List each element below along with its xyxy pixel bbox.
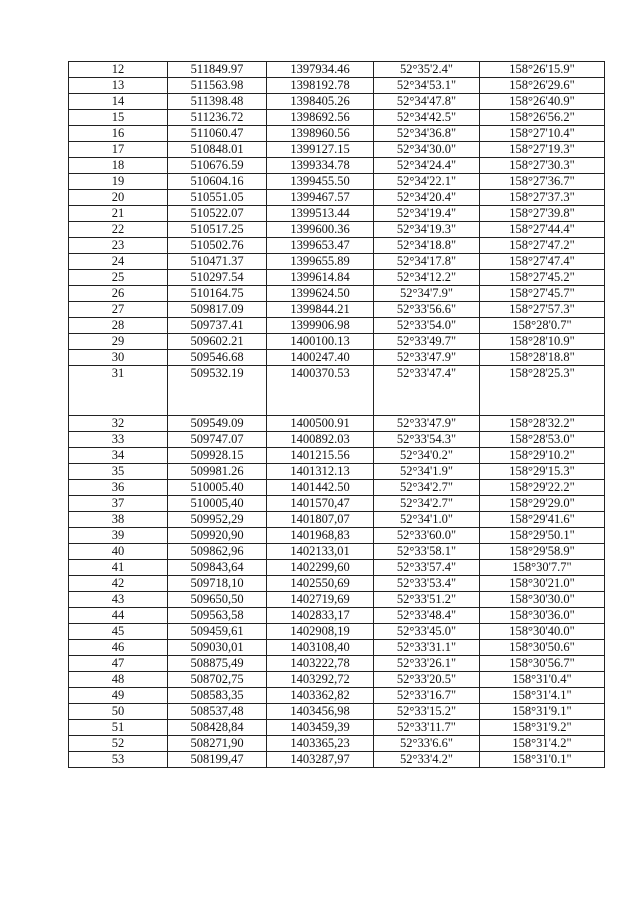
y-coordinate-cell: 1400892.03: [267, 432, 374, 448]
point-number-cell: 48: [69, 672, 168, 688]
y-coordinate-cell: 1399513.44: [267, 206, 374, 222]
longitude-cell: 158°27'19.3": [480, 142, 605, 158]
longitude-cell: 158°30'21.0": [480, 576, 605, 592]
x-coordinate-cell: 508537,48: [168, 704, 267, 720]
y-coordinate-cell: 1401442.50: [267, 480, 374, 496]
latitude-cell: 52°33'47.9": [374, 350, 480, 366]
latitude-cell: 52°33'56.6": [374, 302, 480, 318]
longitude-cell: 158°28'0.7": [480, 318, 605, 334]
point-number-cell: 19: [69, 174, 168, 190]
y-coordinate-cell: 1399334.78: [267, 158, 374, 174]
table-row: [69, 608, 605, 624]
table-row: [69, 62, 605, 78]
point-number-cell: 36: [69, 480, 168, 496]
longitude-cell: 158°27'44.4": [480, 222, 605, 238]
point-number-cell: 28: [69, 318, 168, 334]
y-coordinate-cell: 1402719,69: [267, 592, 374, 608]
point-number-cell: 38: [69, 512, 168, 528]
latitude-cell: 52°34'12.2": [374, 270, 480, 286]
longitude-cell: 158°28'10.9": [480, 334, 605, 350]
table-row: [69, 254, 605, 270]
x-coordinate-cell: 509459,61: [168, 624, 267, 640]
x-coordinate-cell: 511398.48: [168, 94, 267, 110]
y-coordinate-cell: 1403108,40: [267, 640, 374, 656]
latitude-cell: 52°34'19.3": [374, 222, 480, 238]
latitude-cell: 52°33'47.9": [374, 416, 480, 432]
point-number-cell: 50: [69, 704, 168, 720]
y-coordinate-cell: 1403365,23: [267, 736, 374, 752]
latitude-cell: 52°33'20.5": [374, 672, 480, 688]
latitude-cell: 52°34'17.8": [374, 254, 480, 270]
y-coordinate-cell: 1402908,19: [267, 624, 374, 640]
coordinates-table-body: [69, 62, 605, 768]
x-coordinate-cell: 510522.07: [168, 206, 267, 222]
latitude-cell: 52°33'53.4": [374, 576, 480, 592]
longitude-cell: 158°26'29.6": [480, 78, 605, 94]
point-number-cell: 21: [69, 206, 168, 222]
longitude-cell: 158°31'4.2": [480, 736, 605, 752]
latitude-cell: 52°33'60.0": [374, 528, 480, 544]
latitude-cell: 52°34'1.0": [374, 512, 480, 528]
x-coordinate-cell: 509737.41: [168, 318, 267, 334]
x-coordinate-cell: 510848.01: [168, 142, 267, 158]
point-number-cell: 41: [69, 560, 168, 576]
x-coordinate-cell: 509563,58: [168, 608, 267, 624]
latitude-cell: 52°34'47.8": [374, 94, 480, 110]
y-coordinate-cell: 1401968,83: [267, 528, 374, 544]
table-row: [69, 448, 605, 464]
latitude-cell: 52°33'54.0": [374, 318, 480, 334]
y-coordinate-cell: 1397934.46: [267, 62, 374, 78]
latitude-cell: 52°34'22.1": [374, 174, 480, 190]
x-coordinate-cell: 508428,84: [168, 720, 267, 736]
longitude-cell: 158°27'30.3": [480, 158, 605, 174]
table-row: [69, 672, 605, 688]
table-row: [69, 206, 605, 222]
x-coordinate-cell: 509549.09: [168, 416, 267, 432]
x-coordinate-cell: 509546.68: [168, 350, 267, 366]
table-row: [69, 94, 605, 110]
y-coordinate-cell: 1398692.56: [267, 110, 374, 126]
point-number-cell: 12: [69, 62, 168, 78]
longitude-cell: 158°27'45.7": [480, 286, 605, 302]
latitude-cell: 52°33'58.1": [374, 544, 480, 560]
table-row: [69, 480, 605, 496]
y-coordinate-cell: 1399653.47: [267, 238, 374, 254]
latitude-cell: 52°34'2.7": [374, 480, 480, 496]
x-coordinate-cell: 509862,96: [168, 544, 267, 560]
table-row: [69, 576, 605, 592]
latitude-cell: 52°33'15.2": [374, 704, 480, 720]
longitude-cell: 158°30'56.7": [480, 656, 605, 672]
x-coordinate-cell: 509952,29: [168, 512, 267, 528]
point-number-cell: 47: [69, 656, 168, 672]
y-coordinate-cell: 1401807,07: [267, 512, 374, 528]
x-coordinate-cell: 509747.07: [168, 432, 267, 448]
table-row: [69, 366, 605, 416]
x-coordinate-cell: 510517.25: [168, 222, 267, 238]
latitude-cell: 52°33'49.7": [374, 334, 480, 350]
table-row: [69, 126, 605, 142]
table-row: [69, 158, 605, 174]
longitude-cell: 158°30'36.0": [480, 608, 605, 624]
longitude-cell: 158°29'29.0": [480, 496, 605, 512]
point-number-cell: 46: [69, 640, 168, 656]
x-coordinate-cell: 510676.59: [168, 158, 267, 174]
point-number-cell: 14: [69, 94, 168, 110]
longitude-cell: 158°27'10.4": [480, 126, 605, 142]
table-row: [69, 432, 605, 448]
latitude-cell: 52°34'30.0": [374, 142, 480, 158]
longitude-cell: 158°27'39.8": [480, 206, 605, 222]
y-coordinate-cell: 1401312.13: [267, 464, 374, 480]
point-number-cell: 42: [69, 576, 168, 592]
table-row: [69, 334, 605, 350]
y-coordinate-cell: 1402133,01: [267, 544, 374, 560]
table-row: [69, 736, 605, 752]
table-row: [69, 496, 605, 512]
longitude-cell: 158°27'47.2": [480, 238, 605, 254]
point-number-cell: 17: [69, 142, 168, 158]
longitude-cell: 158°30'7.7": [480, 560, 605, 576]
point-number-cell: 34: [69, 448, 168, 464]
latitude-cell: 52°33'57.4": [374, 560, 480, 576]
point-number-cell: 43: [69, 592, 168, 608]
longitude-cell: 158°30'40.0": [480, 624, 605, 640]
table-row: [69, 190, 605, 206]
latitude-cell: 52°33'6.6": [374, 736, 480, 752]
latitude-cell: 52°33'11.7": [374, 720, 480, 736]
table-row: [69, 302, 605, 318]
point-number-cell: 13: [69, 78, 168, 94]
longitude-cell: 158°27'37.3": [480, 190, 605, 206]
x-coordinate-cell: 509817.09: [168, 302, 267, 318]
table-row: [69, 286, 605, 302]
longitude-cell: 158°31'0.4": [480, 672, 605, 688]
point-number-cell: 33: [69, 432, 168, 448]
x-coordinate-cell: 508271,90: [168, 736, 267, 752]
x-coordinate-cell: 509532.19: [168, 366, 267, 416]
y-coordinate-cell: 1398192.78: [267, 78, 374, 94]
longitude-cell: 158°31'0.1": [480, 752, 605, 768]
point-number-cell: 52: [69, 736, 168, 752]
x-coordinate-cell: 510471.37: [168, 254, 267, 270]
y-coordinate-cell: 1399655.89: [267, 254, 374, 270]
x-coordinate-cell: 510005,40: [168, 496, 267, 512]
point-number-cell: 35: [69, 464, 168, 480]
y-coordinate-cell: 1398405.26: [267, 94, 374, 110]
point-number-cell: 20: [69, 190, 168, 206]
latitude-cell: 52°33'45.0": [374, 624, 480, 640]
point-number-cell: 29: [69, 334, 168, 350]
point-number-cell: 40: [69, 544, 168, 560]
y-coordinate-cell: 1399844.21: [267, 302, 374, 318]
table-row: [69, 110, 605, 126]
longitude-cell: 158°29'10.2": [480, 448, 605, 464]
latitude-cell: 52°33'51.2": [374, 592, 480, 608]
latitude-cell: 52°34'53.1": [374, 78, 480, 94]
y-coordinate-cell: 1403456,98: [267, 704, 374, 720]
x-coordinate-cell: 510604.16: [168, 174, 267, 190]
x-coordinate-cell: 509843,64: [168, 560, 267, 576]
longitude-cell: 158°27'47.4": [480, 254, 605, 270]
x-coordinate-cell: 510297.54: [168, 270, 267, 286]
x-coordinate-cell: 511849.97: [168, 62, 267, 78]
longitude-cell: 158°27'36.7": [480, 174, 605, 190]
longitude-cell: 158°28'18.8": [480, 350, 605, 366]
table-row: [69, 720, 605, 736]
table-row: [69, 512, 605, 528]
point-number-cell: 24: [69, 254, 168, 270]
latitude-cell: 52°34'42.5": [374, 110, 480, 126]
point-number-cell: 16: [69, 126, 168, 142]
y-coordinate-cell: 1401215.56: [267, 448, 374, 464]
table-row: [69, 704, 605, 720]
point-number-cell: 49: [69, 688, 168, 704]
y-coordinate-cell: 1399614.84: [267, 270, 374, 286]
longitude-cell: 158°27'57.3": [480, 302, 605, 318]
y-coordinate-cell: 1400247.40: [267, 350, 374, 366]
longitude-cell: 158°26'40.9": [480, 94, 605, 110]
x-coordinate-cell: 511236.72: [168, 110, 267, 126]
x-coordinate-cell: 509920,90: [168, 528, 267, 544]
latitude-cell: 52°33'16.7": [374, 688, 480, 704]
x-coordinate-cell: 510005.40: [168, 480, 267, 496]
latitude-cell: 52°34'7.9": [374, 286, 480, 302]
y-coordinate-cell: 1402299,60: [267, 560, 374, 576]
point-number-cell: 30: [69, 350, 168, 366]
latitude-cell: 52°33'47.4": [374, 366, 480, 416]
longitude-cell: 158°26'56.2": [480, 110, 605, 126]
point-number-cell: 32: [69, 416, 168, 432]
table-row: [69, 174, 605, 190]
x-coordinate-cell: 509928.15: [168, 448, 267, 464]
x-coordinate-cell: 508583,35: [168, 688, 267, 704]
y-coordinate-cell: 1399906.98: [267, 318, 374, 334]
x-coordinate-cell: 508875,49: [168, 656, 267, 672]
table-row: [69, 270, 605, 286]
latitude-cell: 52°34'18.8": [374, 238, 480, 254]
longitude-cell: 158°28'53.0": [480, 432, 605, 448]
latitude-cell: 52°34'2.7": [374, 496, 480, 512]
x-coordinate-cell: 509981.26: [168, 464, 267, 480]
point-number-cell: 31: [69, 366, 168, 416]
table-row: [69, 592, 605, 608]
x-coordinate-cell: 509602.21: [168, 334, 267, 350]
point-number-cell: 37: [69, 496, 168, 512]
table-row: [69, 544, 605, 560]
y-coordinate-cell: 1398960.56: [267, 126, 374, 142]
x-coordinate-cell: 509030,01: [168, 640, 267, 656]
latitude-cell: 52°33'26.1": [374, 656, 480, 672]
point-number-cell: 44: [69, 608, 168, 624]
latitude-cell: 52°33'54.3": [374, 432, 480, 448]
x-coordinate-cell: 509718,10: [168, 576, 267, 592]
x-coordinate-cell: 510502.76: [168, 238, 267, 254]
table-row: [69, 528, 605, 544]
x-coordinate-cell: 509650,50: [168, 592, 267, 608]
x-coordinate-cell: 511563.98: [168, 78, 267, 94]
latitude-cell: 52°33'48.4": [374, 608, 480, 624]
coordinates-table: [68, 61, 605, 768]
table-row: [69, 318, 605, 334]
table-row: [69, 78, 605, 94]
x-coordinate-cell: 510164.75: [168, 286, 267, 302]
point-number-cell: 53: [69, 752, 168, 768]
longitude-cell: 158°31'9.1": [480, 704, 605, 720]
latitude-cell: 52°34'1.9": [374, 464, 480, 480]
table-row: [69, 222, 605, 238]
y-coordinate-cell: 1403362,82: [267, 688, 374, 704]
latitude-cell: 52°33'4.2": [374, 752, 480, 768]
point-number-cell: 15: [69, 110, 168, 126]
point-number-cell: 26: [69, 286, 168, 302]
table-row: [69, 238, 605, 254]
x-coordinate-cell: 508702,75: [168, 672, 267, 688]
longitude-cell: 158°29'50.1": [480, 528, 605, 544]
latitude-cell: 52°34'0.2": [374, 448, 480, 464]
latitude-cell: 52°34'19.4": [374, 206, 480, 222]
point-number-cell: 23: [69, 238, 168, 254]
point-number-cell: 51: [69, 720, 168, 736]
point-number-cell: 25: [69, 270, 168, 286]
y-coordinate-cell: 1400100.13: [267, 334, 374, 350]
y-coordinate-cell: 1403459,39: [267, 720, 374, 736]
latitude-cell: 52°34'20.4": [374, 190, 480, 206]
longitude-cell: 158°28'32.2": [480, 416, 605, 432]
longitude-cell: 158°29'58.9": [480, 544, 605, 560]
table-row: [69, 640, 605, 656]
y-coordinate-cell: 1400370.53: [267, 366, 374, 416]
y-coordinate-cell: 1402833,17: [267, 608, 374, 624]
y-coordinate-cell: 1400500.91: [267, 416, 374, 432]
point-number-cell: 27: [69, 302, 168, 318]
y-coordinate-cell: 1399455.50: [267, 174, 374, 190]
longitude-cell: 158°29'15.3": [480, 464, 605, 480]
table-row: [69, 560, 605, 576]
y-coordinate-cell: 1399624.50: [267, 286, 374, 302]
longitude-cell: 158°27'45.2": [480, 270, 605, 286]
longitude-cell: 158°30'30.0": [480, 592, 605, 608]
latitude-cell: 52°33'31.1": [374, 640, 480, 656]
y-coordinate-cell: 1403287,97: [267, 752, 374, 768]
y-coordinate-cell: 1402550,69: [267, 576, 374, 592]
longitude-cell: 158°29'22.2": [480, 480, 605, 496]
latitude-cell: 52°35'2.4": [374, 62, 480, 78]
longitude-cell: 158°30'50.6": [480, 640, 605, 656]
latitude-cell: 52°34'24.4": [374, 158, 480, 174]
table-row: [69, 142, 605, 158]
table-row: [69, 350, 605, 366]
table-row: [69, 656, 605, 672]
longitude-cell: 158°31'9.2": [480, 720, 605, 736]
table-row: [69, 624, 605, 640]
y-coordinate-cell: 1403292,72: [267, 672, 374, 688]
table-row: [69, 464, 605, 480]
x-coordinate-cell: 508199,47: [168, 752, 267, 768]
longitude-cell: 158°28'25.3": [480, 366, 605, 416]
latitude-cell: 52°34'36.8": [374, 126, 480, 142]
x-coordinate-cell: 511060.47: [168, 126, 267, 142]
y-coordinate-cell: 1399600.36: [267, 222, 374, 238]
x-coordinate-cell: 510551.05: [168, 190, 267, 206]
y-coordinate-cell: 1399127.15: [267, 142, 374, 158]
point-number-cell: 18: [69, 158, 168, 174]
longitude-cell: 158°26'15.9": [480, 62, 605, 78]
table-row: [69, 416, 605, 432]
longitude-cell: 158°29'41.6": [480, 512, 605, 528]
point-number-cell: 22: [69, 222, 168, 238]
y-coordinate-cell: 1403222,78: [267, 656, 374, 672]
table-row: [69, 688, 605, 704]
longitude-cell: 158°31'4.1": [480, 688, 605, 704]
point-number-cell: 39: [69, 528, 168, 544]
point-number-cell: 45: [69, 624, 168, 640]
table-row: [69, 752, 605, 768]
y-coordinate-cell: 1401570,47: [267, 496, 374, 512]
y-coordinate-cell: 1399467.57: [267, 190, 374, 206]
